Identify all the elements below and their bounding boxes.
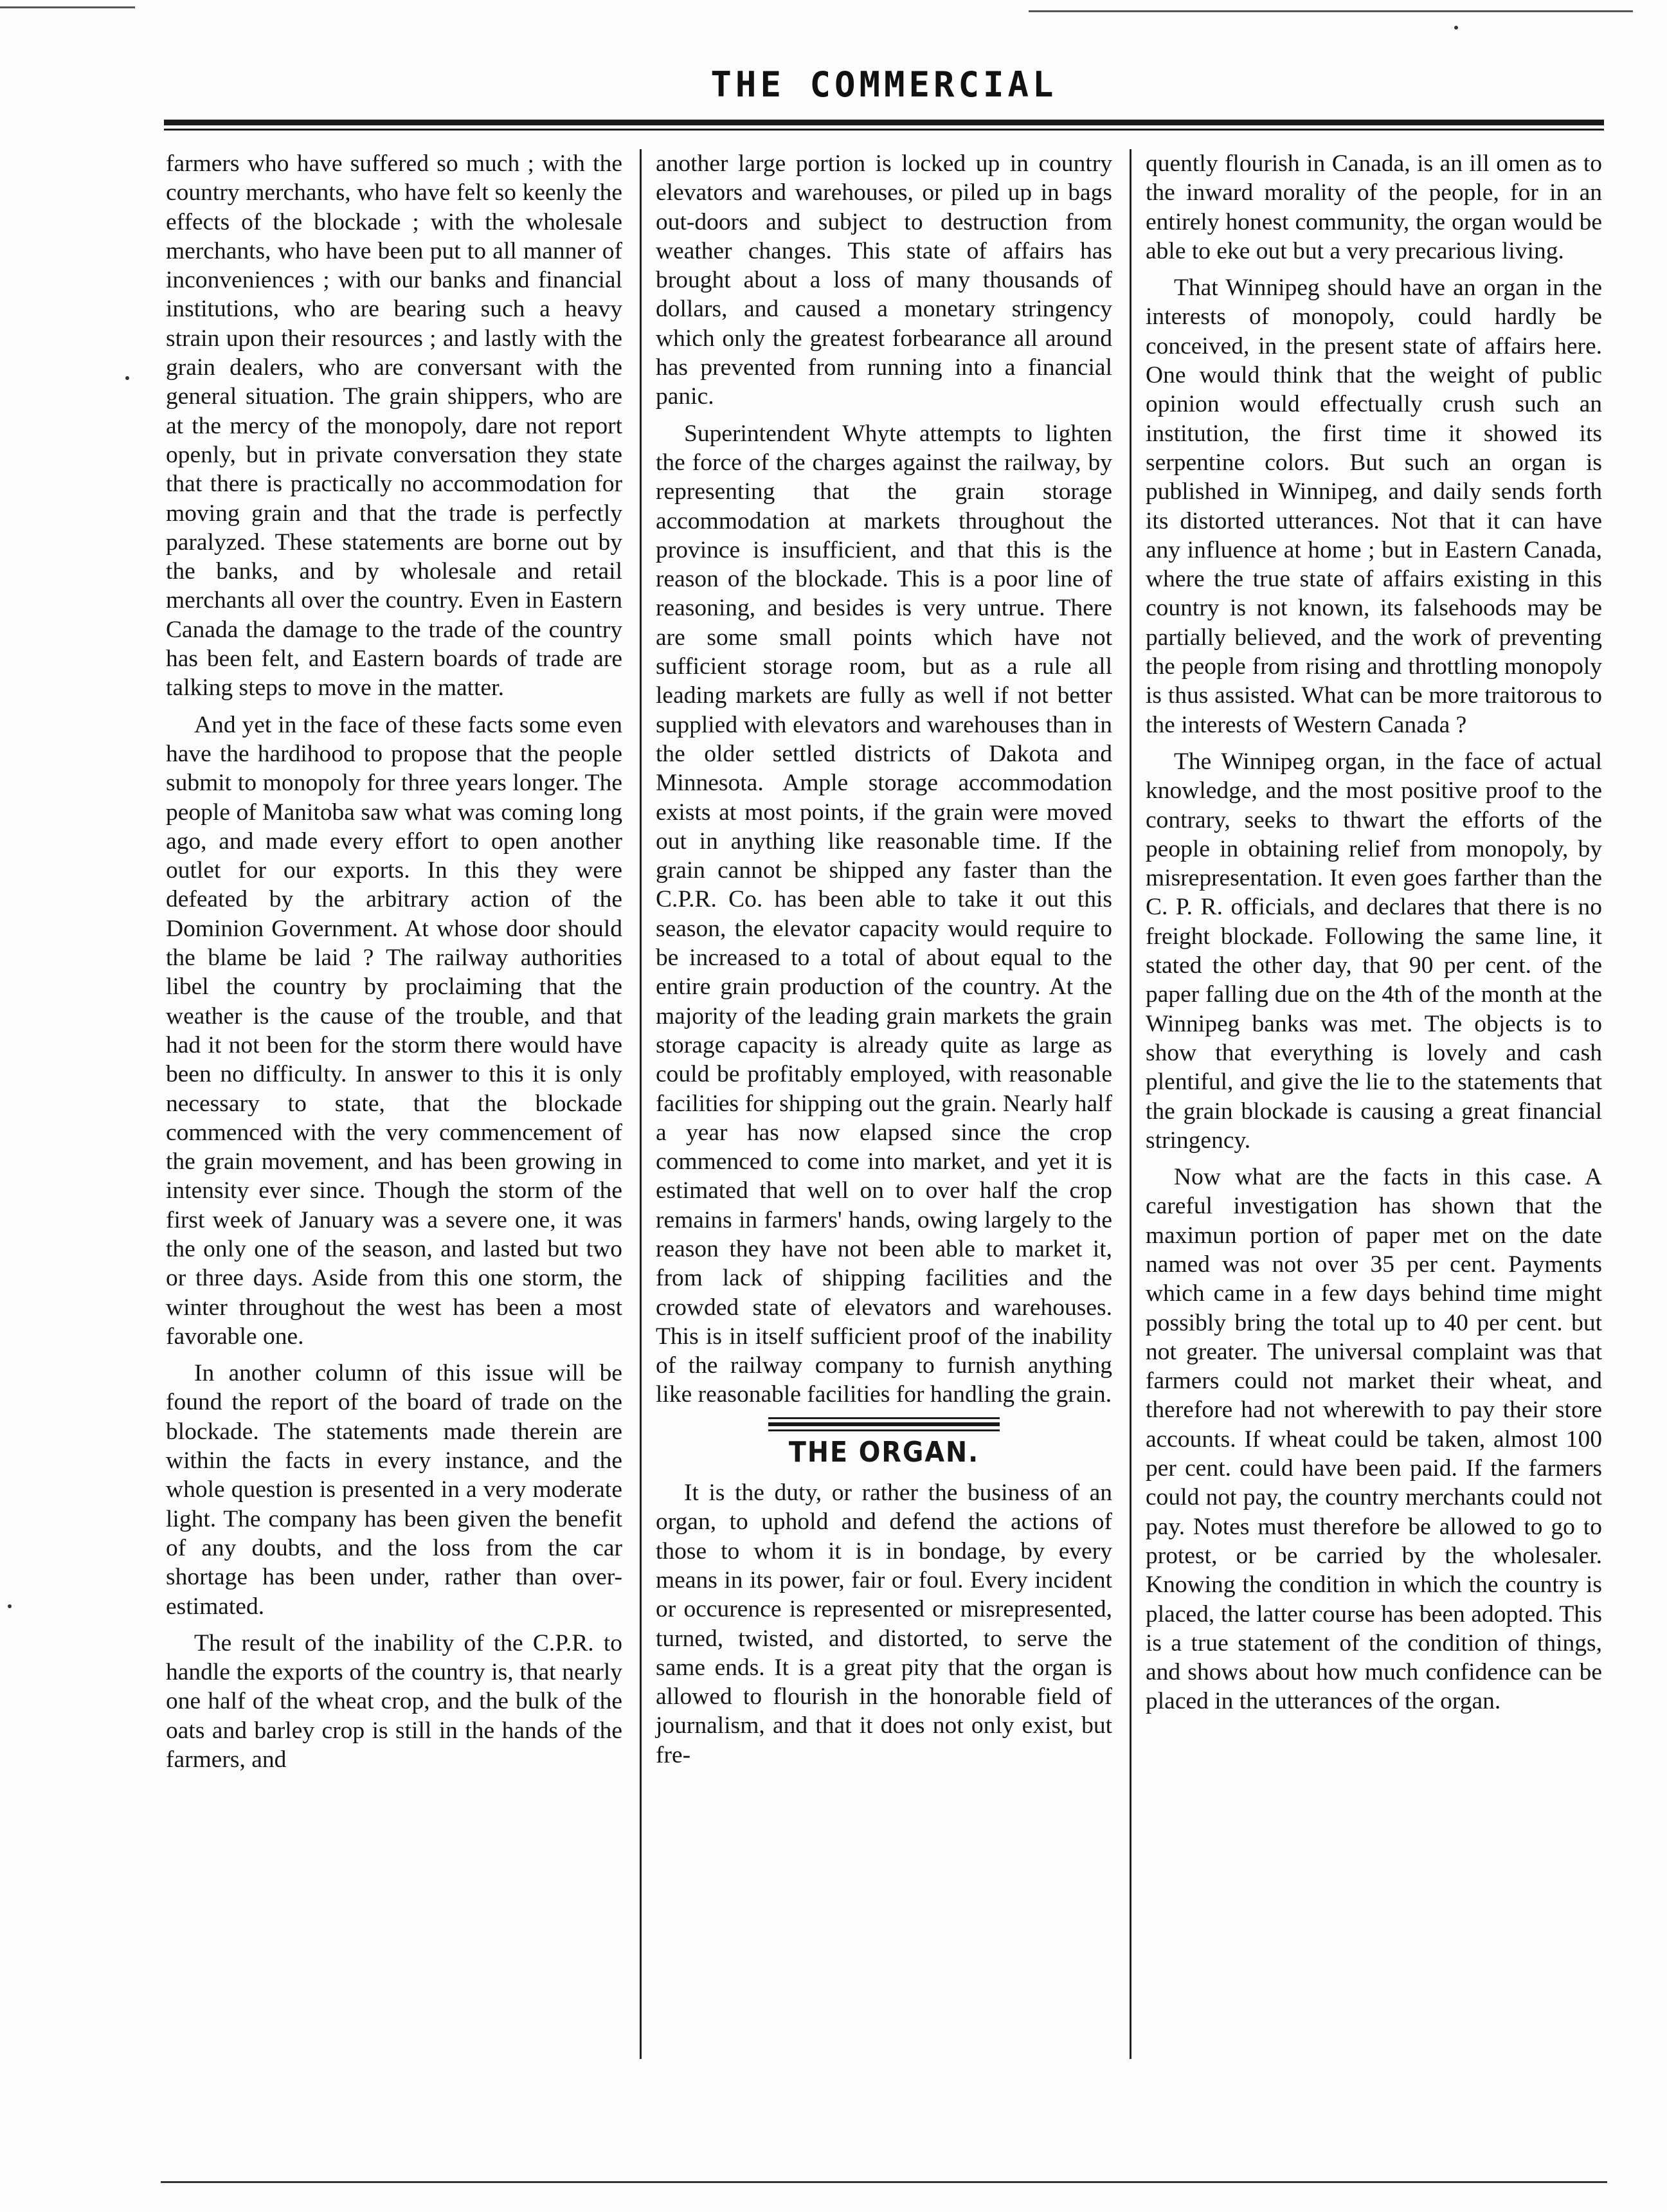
heading-rules (768, 1417, 1000, 1431)
paragraph: Now what are the facts in this case. A careful investigation has shown that the maximun portion of paper met on the date named was not over 35 per cent. Payments which came in a few days behind time might possibly bring the total up to 40 per cent. but not greater. The universal complaint was that farmers could not market their wheat, and therefore had not wherewith to pay their store accounts. If wheat could be taken, almost 100 per cent. could have been paid. If the farmers could not pay, the country merchants could not pay. Notes must therefore be allowed to go to protest, or be carried by the wholesaler. Knowing the condition in which the country is placed, the latter course has been adopted. This is a true statement of the condition of things, and shows about how much confidence can be placed in the utterances of the organ. (1146, 1164, 1602, 1715)
masthead-rule-thin (164, 129, 1604, 131)
section-heading (656, 1417, 1112, 1467)
paragraph: farmers who have suffered so much ; with the country merchants, who have felt so keenly the effects of the blockade ; with the wholesale merchants, who have been put to all manner of inconveniences ; with our banks and financial institutions, who are bearing such a heavy strain upon their resources ; and lastly with the grain dealers, who are conversant with the general situation. The grain shippers, who are at the mercy of the monopoly, dare not report openly, but in private conversation they state that there is practically no accommodation for moving grain and that the trade is perfectly paralyzed. These statements are borne out by the banks, and by wholesale and retail merchants all over the country. Even in Eastern Canada the damage to the trade of the country has been felt, and Eastern boards of trade are talking steps to move in the matter. (166, 150, 622, 702)
paragraph: Superintendent Whyte attempts to lighten the force of the charges against the railway, by representing that the grain storage accommodation at markets throughout the province is insufficient, and that this is the reason of the blockade. This is a poor line of reasoning, and besides is very untrue. There are some small points which have not sufficient storage room, but as a rule all leading markets are fully as well if not better supplied with elevators and warehouses than in the older settled districts of Dakota and Minnesota. Ample storage accommodation exists at most points, if the grain were moved out in anything like reasonable time. If the grain cannot be shipped any faster than the C.P.R. Co. has been able to take it out this season, the elevator capacity would require to be increased to a total of about equal to the entire grain production of the country. At the majority of the leading grain markets the grain storage capacity is already quite as large as could be profitably employed, with reasonable facilities for shipping out the grain. Nearly half a year has now elapsed since the crop commenced to come into market, and yet it is estimated that well on to over half the crop remains in farmers' hands, owing largely to the reason they have not been able to market it, from lack of shipping facilities and the crowded state of elevators and warehouses. This is in itself sufficient proof of the inability of the railway company to furnish anything like reasonable facilities for handling the grain. (656, 420, 1112, 1408)
scan-speck (8, 1604, 12, 1608)
paragraph: The result of the inability of the C.P.R. to handle the exports of the country is, that nearly one half of the wheat crop, and the bulk of the oats and barley crop is still in the hands of the farmers, and (166, 1629, 622, 1773)
section-title: THE ORGAN. (788, 1435, 980, 1469)
masthead-title: THE COMMERCIAL (710, 64, 1058, 105)
article-columns (166, 149, 1602, 2078)
column-1 (166, 149, 622, 2078)
paragraph: It is the duty, or rather the business of an organ, to uphold and defend the actions of those to whom it is in bondage, by every means in its power, fair or foul. Every incident or occurence is represented or misrepresented, turned, twisted, and distorted, to serve the same ends. It is a great pity that the organ is allowed to flourish in the honorable field of journalism, and that it does not only exist, but fre- (656, 1480, 1112, 1768)
scan-speck (1454, 26, 1458, 30)
paragraph: In another column of this issue will be found the report of the board of trade on the blockade. The statements made therein are within the facts in every instance, and the whole question is presented in a very moderate light. The company has been given the benefit of any doubts, and the loss from the car shortage has been under, rather than over-estimated. (166, 1360, 622, 1620)
scan-speck (125, 376, 129, 380)
scan-artifact (0, 6, 135, 8)
scan-artifact (1029, 10, 1633, 12)
column-3 (1146, 149, 1602, 2078)
paragraph: The Winnipeg organ, in the face of actual knowledge, and the most positive proof to the contrary, seeks to thwart the efforts of the people in obtaining relief from monopoly, by misrepresentation. It even goes farther than the C. P. R. officials, and declares that there is no freight blockade. Following the same line, it stated the other day, that 90 per cent. of the paper falling due on the 4th of the month at the Winnipeg banks was met. The objects is to show that everything is lovely and cash plentiful, and give the lie to the statements that the grain blockade is causing a great financial stringency. (1146, 748, 1602, 1154)
bottom-rule (161, 2181, 1607, 2183)
paragraph: quently flourish in Canada, is an ill omen as to the inward morality of the people, for in an entirely honest community, the organ would be able to eke out but a very precarious living. (1146, 150, 1602, 264)
column-2 (656, 149, 1112, 2078)
paragraph: And yet in the face of these facts some even have the hardihood to propose that the people submit to monopoly for three years longer. The people of Manitoba saw what was coming long ago, and made every effort to open another outlet for our exports. In this they were defeated by the arbitrary action of the Dominion Government. At whose door should the blame be laid ? The railway authorities libel the country by proclaiming that the weather is the cause of the trouble, and that had it not been for the storm there would have been no difficulty. In answer to this it is only necessary to state, that the blockade commenced with the very commencement of the grain movement, and has been growing in intensity ever since. Though the storm of the first week of January was a severe one, it was the only one of the season, and lasted but two or three days. Aside from this one storm, the winter throughout the west has been a most favorable one. (166, 711, 622, 1350)
masthead-rule-thick (164, 120, 1604, 125)
paragraph: another large portion is locked up in country elevators and warehouses, or piled up in bags out-doors and subject to destruction from weather changes. This state of affairs has brought about a loss of many thousands of dollars, and caused a monetary stringency which only the greatest forbearance all around has prevented from running into a financial panic. (656, 150, 1112, 410)
paragraph: That Winnipeg should have an organ in the interests of monopoly, could hardly be conceived, in the present state of affairs here. One would think that the weight of public opinion would effectually crush such an institution, the first time it showed its serpentine colors. But such an organ is published in Winnipeg, and daily sends forth its distorted utterances. Not that it can have any influence at home ; but in Eastern Canada, where the true state of affairs existing in this country is not known, its falsehoods may be partially believed, and the work of preventing the people from rising and throttling monopoly is thus assisted. What can be more traitorous to the interests of Western Canada ? (1146, 275, 1602, 738)
